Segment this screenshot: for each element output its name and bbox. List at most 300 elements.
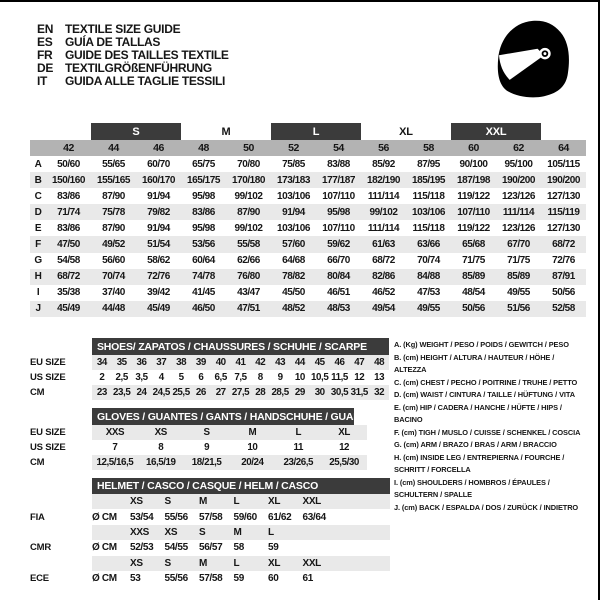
measure-value: 46/51: [327, 287, 350, 299]
size-value: 30: [314, 387, 325, 398]
size-value: 25,5: [172, 387, 190, 398]
measure-value: 87/95: [417, 158, 440, 170]
language-row: [37, 62, 229, 75]
shoes-table-rows: [0, 355, 389, 400]
gloves-row-cm: [0, 455, 367, 470]
measure-value: 68/72: [57, 271, 80, 283]
filler: [337, 509, 390, 524]
size-number-row: [30, 140, 586, 156]
row-label: US SIZE: [30, 372, 66, 383]
size-value: 9: [204, 442, 210, 453]
letter-col-spacer: [30, 140, 46, 156]
measure-value: 64/68: [282, 255, 305, 267]
size-value: 55/56: [164, 511, 188, 523]
measure-value: 91/94: [282, 206, 305, 218]
measure-value: 70/80: [237, 158, 260, 170]
measure-value: 60/70: [147, 158, 170, 170]
measure-value: 70/74: [102, 271, 125, 283]
size-value: 25,5/30: [329, 457, 359, 468]
measure-value: 55/58: [237, 239, 260, 251]
size-value: 13: [374, 372, 385, 383]
measure-value: 51/54: [147, 239, 170, 251]
measure-value: 127/130: [547, 190, 580, 202]
size-value: 44: [294, 357, 305, 368]
measure-value: 71/74: [57, 206, 80, 218]
measure-row-c: [30, 188, 586, 204]
size-value: 32: [374, 387, 385, 398]
measure-value: 190/200: [502, 174, 535, 186]
size-value: 56/57: [199, 542, 223, 554]
measure-value: 87/90: [237, 206, 260, 218]
measure-value: 91/94: [147, 222, 170, 234]
size-col-header: 42: [63, 142, 74, 154]
size-value: [303, 540, 338, 555]
size-value: 28: [255, 387, 266, 398]
size-value: 58: [233, 542, 244, 554]
measure-value: 115/118: [412, 190, 445, 202]
language-code: DE: [37, 61, 54, 76]
measure-value: 173/183: [277, 174, 310, 186]
measure-letter: E: [34, 222, 42, 234]
language-title-list: [37, 22, 229, 88]
size-value: 36: [136, 357, 147, 368]
size-value: 5: [178, 372, 184, 383]
measure-value: 95/98: [192, 222, 215, 234]
helmet-table-title: HELMET / CASCO / CASQUE / HELM / CASCO: [92, 478, 390, 494]
size-name: L: [233, 557, 240, 569]
size-value: 45: [314, 357, 325, 368]
measure-value: 95/100: [504, 158, 533, 170]
size-name: XL: [268, 496, 281, 508]
measure-value: 49/54: [372, 303, 395, 315]
shoes-table-title: SHOES/ ZAPATOS / CHAUSSURES / SCHUHE / SCARPE: [92, 338, 389, 355]
sizes-band: [92, 525, 390, 540]
size-name: S: [164, 557, 171, 569]
size-value: M: [248, 427, 257, 438]
size-value: 8: [257, 372, 263, 383]
size-value: 43: [275, 357, 286, 368]
gloves-row-us-size: [0, 440, 367, 455]
size-value: 30,5: [330, 387, 349, 398]
value-band: [92, 425, 367, 440]
measure-value: 103/106: [412, 206, 445, 218]
shoes-row-eu-size: [0, 355, 389, 370]
measure-value: 150/160: [52, 174, 85, 186]
textile-size-table: [30, 123, 586, 317]
size-col-header: 44: [108, 142, 119, 154]
size-group-xxl: XXL: [451, 123, 541, 140]
diameter-col-spacer: [92, 494, 130, 509]
size-value: 59: [268, 542, 279, 554]
language-row: [37, 75, 229, 88]
filler: [337, 540, 390, 555]
size-col-header: 46: [153, 142, 164, 154]
size-value: 27: [215, 387, 226, 398]
measure-value: 83/86: [57, 222, 80, 234]
size-col-header: 62: [513, 142, 524, 154]
measure-value: 46/50: [192, 303, 215, 315]
diameter-col-spacer: [92, 556, 130, 571]
size-value: 41: [235, 357, 246, 368]
row-label: [0, 556, 92, 571]
measure-value: 57/60: [282, 239, 305, 251]
measure-value: 63/66: [417, 239, 440, 251]
sizes-band: [92, 494, 390, 509]
size-value: 18/21,5: [191, 457, 222, 468]
size-value: 12: [339, 442, 350, 453]
measure-value: 48/54: [462, 287, 485, 299]
measure-row-f: [30, 236, 586, 252]
measure-value: 160/170: [142, 174, 175, 186]
measure-value: 170/180: [232, 174, 265, 186]
helmet-values-row-fia: [0, 509, 390, 524]
measure-value: 41/45: [192, 287, 215, 299]
measure-letter: D: [34, 206, 42, 218]
size-col-header: 52: [288, 142, 299, 154]
legend-item: J. (cm) BACK / ESPALDA / DOS / ZURÜCK / INDIETRO: [394, 502, 579, 512]
row-label: EU SIZE: [30, 357, 66, 368]
size-col-header: 48: [198, 142, 209, 154]
measure-value: 119/122: [457, 190, 490, 202]
measure-value: 53/56: [192, 239, 215, 251]
size-value: 9: [277, 372, 283, 383]
size-value: 47: [354, 357, 365, 368]
size-value: 57/58: [199, 573, 223, 585]
measure-value: 60/64: [192, 255, 215, 267]
measure-value: 47/53: [417, 287, 440, 299]
size-value: 12,5/16,5: [96, 457, 134, 468]
size-value: 27,5: [231, 387, 250, 398]
size-col-header: 58: [423, 142, 434, 154]
legend-item: B. (cm) HEIGHT / ALTURA / HAUTEUR / HÖHE / ALTEZZA: [394, 352, 555, 374]
size-group-xl: XL: [399, 125, 413, 138]
helmet-table-rows: [0, 494, 390, 586]
guide-title: GUIDA ALLE TAGLIE TESSILI: [65, 74, 226, 89]
row-label: US SIZE: [30, 442, 66, 453]
measure-value: 71/75: [462, 255, 485, 267]
measure-value: 115/118: [412, 222, 445, 234]
measure-value: 65/68: [462, 239, 485, 251]
size-value: 11,5: [331, 372, 348, 383]
measure-value: 72/76: [147, 271, 170, 283]
measure-value: 75/85: [282, 158, 305, 170]
shoes-row-us-size: [0, 370, 389, 385]
measure-value: 50/56: [552, 287, 575, 299]
size-value: 16,5/19: [145, 457, 176, 468]
measurement-legend: [394, 339, 588, 514]
size-value: L: [295, 427, 302, 438]
gloves-table-title: GLOVES / GUANTES / GANTS / HANDSCHUHE / GUANTI: [92, 408, 354, 425]
measure-letter: B: [34, 174, 42, 186]
value-band: [92, 385, 389, 400]
measure-value: 85/89: [462, 271, 485, 283]
standard-label: ECE: [30, 573, 49, 585]
size-value: 61: [302, 573, 313, 585]
measure-value: 35/38: [57, 287, 80, 299]
legend-item: I. (cm) SHOULDERS / HOMBROS / ÉPAULES / SCHULTERN / SPALLE: [394, 477, 550, 499]
measure-value: 115/119: [547, 206, 580, 218]
size-value: 8: [158, 442, 164, 453]
measure-value: 45/49: [147, 303, 170, 315]
measure-value: 48/52: [282, 303, 305, 315]
measure-value: 99/102: [369, 206, 398, 218]
size-value: 26: [195, 387, 206, 398]
measure-value: 165/175: [187, 174, 220, 186]
values-band: [92, 540, 390, 555]
measure-value: 49/55: [507, 287, 530, 299]
language-row: [37, 35, 229, 48]
size-value: 55/56: [164, 573, 188, 585]
size-name: XS: [164, 526, 178, 538]
measure-value: 49/55: [417, 303, 440, 315]
size-col-header: 64: [558, 142, 569, 154]
measure-value: 91/94: [147, 190, 170, 202]
measure-value: 182/190: [367, 174, 400, 186]
helmet-sizes-row-ece: [0, 556, 390, 571]
measure-row-e: [30, 220, 586, 236]
measure-value: 187/198: [457, 174, 490, 186]
size-value: 10: [294, 372, 305, 383]
diameter-col-spacer: [92, 525, 130, 540]
size-group-l: L: [271, 123, 361, 140]
measure-row-i: [30, 285, 586, 301]
value-band: [92, 370, 389, 385]
guide-title: GUÍA DE TALLAS: [65, 34, 161, 49]
size-value: 31,5: [350, 387, 368, 398]
measure-value: 103/106: [277, 222, 310, 234]
gloves-row-eu-size: [0, 425, 367, 440]
size-value: 38: [176, 357, 187, 368]
size-value: 28,5: [271, 387, 289, 398]
size-value: 60: [268, 573, 279, 585]
measure-value: 155/165: [97, 174, 130, 186]
legend-item: H. (cm) INSIDE LEG / ENTREPIERNA / FOURCHE / SCHRITT / FORCELLA: [394, 452, 565, 474]
filler: [337, 525, 390, 540]
size-group-m: M: [221, 125, 231, 138]
size-value: 53: [130, 573, 141, 585]
measure-value: 95/98: [327, 206, 350, 218]
measure-value: 55/65: [102, 158, 125, 170]
size-name: XS: [130, 496, 143, 508]
size-value: 42: [255, 357, 266, 368]
standard-label: CMR: [30, 542, 52, 554]
size-group-s: S: [91, 123, 181, 140]
language-code: IT: [37, 74, 48, 89]
value-band: [92, 440, 367, 455]
guide-title: TEXTILGRÖßENFÜHRUNG: [65, 61, 212, 76]
measure-value: 47/51: [237, 303, 260, 315]
size-value: 4: [158, 372, 164, 383]
row-label: EU SIZE: [30, 427, 66, 438]
shoes-row-cm: [0, 385, 389, 400]
measure-value: 61/63: [372, 239, 395, 251]
measure-value: 87/90: [102, 222, 125, 234]
legend-item: C. (cm) CHEST / PECHO / POITRINE / TRUHE / PETTO: [394, 377, 578, 387]
measure-value: 51/56: [507, 303, 530, 315]
measure-value: 83/88: [327, 158, 350, 170]
measure-value: 105/115: [547, 158, 580, 170]
measure-value: 68/72: [552, 239, 575, 251]
size-name: L: [268, 526, 274, 538]
measure-row-b: [30, 172, 586, 188]
size-name: L: [233, 496, 240, 508]
size-name: [303, 525, 338, 540]
measure-letter: G: [34, 255, 42, 267]
measure-value: 85/89: [507, 271, 530, 283]
measure-value: 72/76: [552, 255, 575, 267]
size-name: XL: [268, 557, 281, 569]
size-value: 6: [198, 372, 204, 383]
legend-item: D. (cm) WAIST / CINTURA / TAILLE / HÜFTUNG / VITA: [394, 390, 575, 399]
measure-value: 46/52: [372, 287, 395, 299]
measure-value: 52/58: [552, 303, 575, 315]
size-value: 54/55: [164, 542, 188, 554]
measure-value: 111/114: [502, 206, 535, 218]
size-value: 46: [334, 357, 345, 368]
value-band: [92, 455, 367, 470]
measure-row-d: [30, 204, 586, 220]
measure-value: 107/110: [322, 190, 355, 202]
measure-value: 111/114: [367, 222, 400, 234]
helmet-sizes-row-fia: [0, 494, 390, 509]
size-value: 20/24: [241, 457, 264, 468]
row-label: CM: [30, 457, 45, 468]
values-band: [92, 509, 390, 524]
measure-value: 87/91: [552, 271, 575, 283]
language-code: FR: [37, 47, 53, 62]
legend-item: F. (cm) TIGH / MUSLO / CUISSE / SCHENKEL / COSCIA: [394, 427, 581, 437]
size-value: S: [203, 427, 210, 438]
size-value: 63/64: [302, 511, 326, 523]
measure-value: 190/200: [547, 174, 580, 186]
measure-value: 74/78: [192, 271, 215, 283]
gloves-size-table: [0, 408, 370, 470]
measure-value: 50/60: [57, 158, 80, 170]
measure-letter: C: [34, 190, 42, 202]
row-label: [0, 525, 92, 540]
measure-value: 83/86: [57, 190, 80, 202]
size-value: 39: [195, 357, 206, 368]
size-value: 10: [247, 442, 258, 453]
measure-value: 127/130: [547, 222, 580, 234]
size-name: XXL: [302, 557, 321, 569]
helmet-values-row-ece: [0, 571, 390, 586]
measure-letter: A: [34, 158, 42, 170]
size-value: 2,5: [115, 372, 128, 383]
measure-value: 119/122: [457, 222, 490, 234]
measure-value: 49/52: [102, 239, 125, 251]
measure-value: 85/92: [372, 158, 395, 170]
measure-letter: J: [35, 303, 41, 315]
measure-letter: I: [36, 287, 40, 299]
size-value: 57/58: [199, 511, 223, 523]
measure-row-j: [30, 301, 586, 317]
measure-letter: F: [35, 239, 41, 251]
measure-value: 70/74: [417, 255, 440, 267]
measure-value: 47/50: [57, 239, 80, 251]
row-label: [0, 494, 92, 509]
size-col-header: 50: [243, 142, 254, 154]
size-name: M: [199, 496, 207, 508]
measure-value: 99/102: [234, 222, 263, 234]
size-value: 61/62: [268, 511, 292, 523]
measure-row-a: [30, 156, 586, 172]
measure-value: 83/86: [192, 206, 215, 218]
diameter-label: Ø CM: [92, 542, 117, 554]
size-value: 2: [99, 372, 105, 383]
size-name: XS: [130, 557, 143, 569]
measure-value: 50/56: [462, 303, 485, 315]
legend-item: A. (Kg) WEIGHT / PESO / POIDS / GEWITCH / PESO: [394, 340, 569, 349]
language-code: ES: [37, 34, 53, 49]
size-value: 59/60: [233, 511, 257, 523]
diameter-label: Ø CM: [92, 511, 117, 523]
measure-value: 185/195: [412, 174, 445, 186]
helmet-size-table: [0, 478, 390, 586]
size-value: 3,5: [135, 372, 148, 383]
measure-value: 59/62: [327, 239, 350, 251]
measure-value: 68/72: [372, 255, 395, 267]
measure-value: 82/86: [372, 271, 395, 283]
measure-row-h: [30, 269, 586, 285]
size-value: 48: [374, 357, 385, 368]
size-value: 59: [233, 573, 244, 585]
measure-value: 45/49: [57, 303, 80, 315]
helmet-sizes-row-cmr: [0, 525, 390, 540]
measure-value: 111/114: [367, 190, 400, 202]
measure-value: 44/48: [102, 303, 125, 315]
size-name: S: [164, 496, 171, 508]
size-value: 12: [354, 372, 365, 383]
measure-value: 37/40: [102, 287, 125, 299]
measure-row-g: [30, 253, 586, 269]
measure-value: 80/84: [327, 271, 350, 283]
standard-label: FIA: [30, 511, 45, 523]
values-band: [92, 571, 390, 586]
size-value: 24: [136, 387, 147, 398]
size-col-header: 54: [333, 142, 344, 154]
measure-value: 107/110: [457, 206, 490, 218]
size-group-row: [30, 123, 586, 140]
size-value: 40: [215, 357, 226, 368]
size-value: 23,5: [113, 387, 131, 398]
size-value: 11: [293, 442, 303, 453]
measure-value: 76/80: [237, 271, 260, 283]
language-row: [37, 22, 229, 35]
gloves-table-rows: [0, 425, 367, 470]
legend-item: E. (cm) HIP / CADERA / HANCHE / HÜFTE / HIPS / BACINO: [394, 402, 562, 424]
size-value: 23: [96, 387, 107, 398]
guide-title: TEXTILE SIZE GUIDE: [65, 21, 181, 36]
language-row: [37, 48, 229, 61]
measure-value: 45/50: [282, 287, 305, 299]
measure-value: 56/60: [102, 255, 125, 267]
guide-title: GUIDE DES TAILLES TEXTILE: [65, 47, 229, 62]
measure-value: 90/100: [459, 158, 488, 170]
measure-value: 123/126: [502, 222, 535, 234]
measure-value: 65/75: [192, 158, 215, 170]
measure-value: 95/98: [192, 190, 215, 202]
size-value: 10,5: [311, 372, 329, 383]
measure-value: 84/88: [417, 271, 440, 283]
measure-letter: H: [34, 271, 42, 283]
size-value: 35: [116, 357, 127, 368]
helmet-values-row-cmr: [0, 540, 390, 555]
size-name: XXL: [302, 496, 321, 508]
size-name: S: [199, 526, 206, 538]
measure-value: 99/102: [234, 190, 263, 202]
measure-value: 87/90: [102, 190, 125, 202]
